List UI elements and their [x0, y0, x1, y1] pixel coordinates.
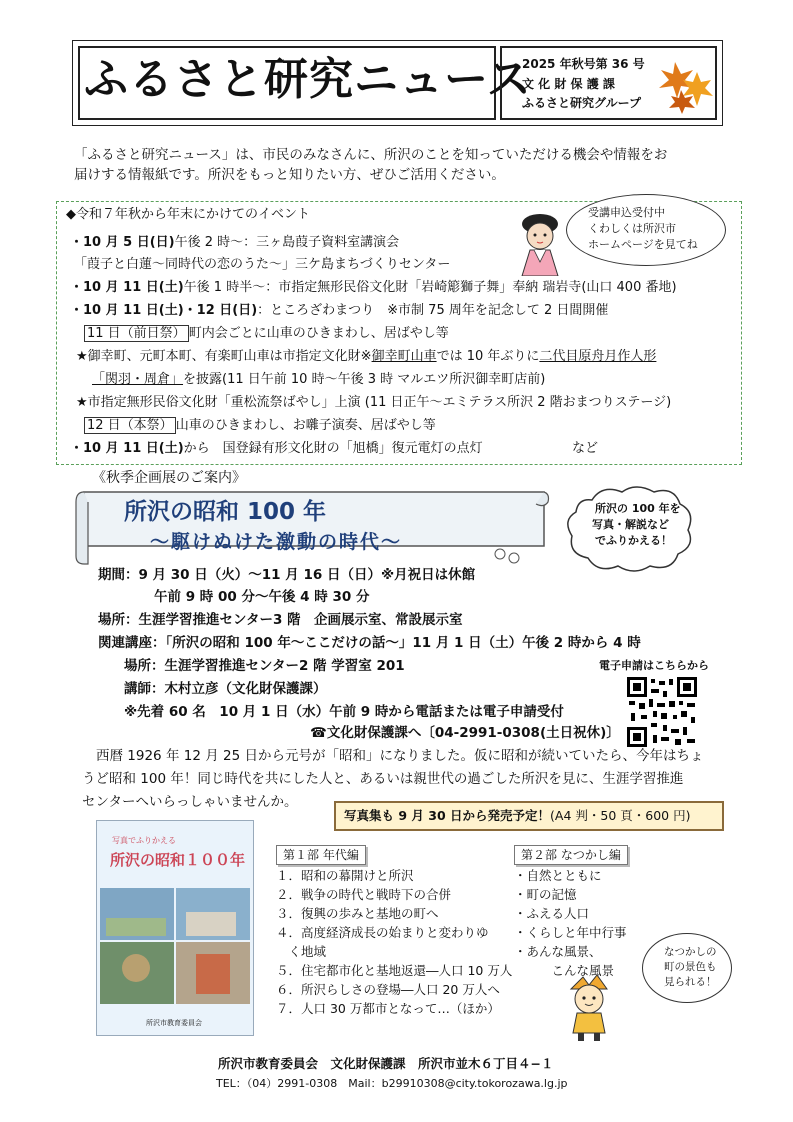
part-2-item: ・くらしと年中行事	[514, 925, 627, 940]
intro-line-2: 届けする情報紙です。所沢をもっと知りたい方、ぜひご活用ください。	[74, 167, 505, 183]
lecture-teacher: 講師：木村立彦（文化財保護課）	[124, 681, 327, 697]
exhibit-lecture: 関連講座：「所沢の昭和 100 年～ここだけの話～」11 月 1 日（土）午後 2 時から 4 時	[98, 635, 641, 651]
event-3: ・10 月 11 日(土)・12 日(日)：ところざわまつり ※市制 75 周年を記念して 2 日間開催	[70, 303, 609, 318]
part-1-item: ４．高度経済成長の始まりと変わりゆ	[276, 925, 489, 940]
lecture-phone: ☎文化財保護課へ〔04-2991-0308(土日祝休)〕	[310, 725, 620, 741]
exhibit-body-line-1: 西暦 1926 年 12 月 25 日から元号が「昭和」になりました。仮に昭和が続いていたら、今年はちょ	[96, 748, 704, 764]
nostalgia-bubble-line-3: 見られる！	[664, 976, 717, 988]
part-1-item: ７．人口 30 万都市となって…（ほか）	[276, 1001, 500, 1016]
event-3-star-1-line-2: 「関羽・周倉」を披露(11 日午前 10 時～午後 3 時 マルエツ所沢御幸町店前)	[92, 372, 546, 387]
issue-number: 2025 年秋号第 36 号	[522, 57, 645, 71]
event-4: ・10 月 11 日(土)から 国登録有形文化財の「旭橋」復元電灯の点灯	[70, 441, 483, 456]
nostalgia-bubble-line-2: 町の景色も	[664, 961, 717, 973]
part-2-item: こんな風景	[514, 963, 615, 978]
group-name: ふるさと研究グループ	[522, 96, 642, 110]
part-2-item: ・あんな風景、	[514, 944, 602, 959]
exhibit-hours: 午前 9 時 00 分～午後 4 時 30 分	[154, 589, 370, 605]
intro-line-1: 「ふるさと研究ニュース」は、市民のみなさんに、所沢のことを知っていただける機会や情報をお	[74, 147, 668, 163]
exhibit-subtitle: ～駆けぬけた激動の時代～	[150, 531, 403, 553]
event-4-etc: など	[572, 441, 599, 456]
part-1-heading: 第１部 年代編	[276, 845, 366, 865]
apply-bubble-line-2: くわしくは所沢市	[588, 222, 676, 235]
autumn-leaves-icon	[655, 52, 717, 116]
lecture-apply: ※先着 60 名 10 月 1 日（水）午前 9 時から電話または電子申請受付	[124, 704, 564, 720]
exhibit-section-title: 《秋季企画展のご案内》	[92, 470, 246, 486]
book-cover-small-title: 写真でふりかえる	[112, 836, 176, 845]
event-1: ・10 月 5 日(日)午後 2 時～：三ヶ島葭子資料室講演会	[70, 235, 400, 250]
qr-code-icon[interactable]	[627, 677, 697, 747]
part-1-item: く地域	[276, 944, 327, 959]
part-1-item: ５．住宅都市化と基地返還―人口 10 万人	[276, 963, 513, 978]
part-1-item: １．昭和の幕開けと所沢	[276, 868, 414, 883]
part-2-item: ・ふえる人口	[514, 906, 590, 921]
part-1-item: ３．復興の歩みと基地の町へ	[276, 906, 439, 921]
kimono-woman-icon	[512, 210, 568, 276]
department-name: 文 化 財 保 護 課	[522, 77, 615, 91]
part-2-item: ・自然とともに	[514, 868, 602, 883]
book-cover-photos	[100, 888, 250, 1006]
exhibit-body-line-3: センターへいらっしゃいませんか。	[82, 794, 298, 810]
event-1-detail: 「葭子と白蓮～同時代の恋のうた～」三ケ島まちづくりセンター	[74, 257, 451, 272]
part-1-item: ２．戦争の時代と戦時下の合併	[276, 887, 452, 902]
footer-address: 所沢市教育委員会 文化財保護課 所沢市並木６丁目４−１	[218, 1056, 554, 1071]
events-heading: ◆令和７年秋から年末にかけてのイベント	[66, 207, 310, 222]
exhibit-bubble-line-3: でふりかえる！	[595, 534, 672, 547]
part-2-heading: 第２部 なつかし編	[514, 845, 628, 865]
exhibit-bubble-line-2: 写真・解説など	[592, 518, 669, 531]
part-2-item: ・町の記憶	[514, 887, 577, 902]
qr-label: 電子申請はこちらから	[599, 659, 709, 672]
event-3-star-1: ★御幸町、元町本町、有楽町山車は市指定文化財※御幸町山車では 10 年ぶりに二代目原舟月作人形	[76, 349, 657, 364]
nostalgia-bubble-line-1: なつかしの	[664, 946, 717, 958]
apply-bubble-line-3: ホームページを見てね	[588, 238, 698, 251]
exhibit-place: 場所：生涯学習推進センター3 階 企画展示室、常設展示室	[98, 612, 463, 628]
exhibit-bubble-line-1: 所沢の 100 年を	[595, 502, 681, 515]
newsletter-title: ふるさと研究ニュース	[84, 54, 532, 105]
book-cover-title: 所沢の昭和１００年	[110, 851, 246, 869]
photo-book-note-text: 写真集も 9 月 30 日から発売予定！(A4 判・50 頁・600 円)	[344, 808, 691, 823]
part-1-item: ６．所沢らしさの登場―人口 20 万人へ	[276, 982, 500, 997]
event-3-star-2: ★市指定無形民俗文化財「重松流祭ばやし」上演 (11 日正午～エミテラス所沢 2 階おまつりステージ)	[76, 395, 672, 410]
footer-contact: TEL：（04）2991-0308 Mail：b29910308@city.tokorozawa.lg.jp	[216, 1077, 568, 1090]
mascot-character-icon	[563, 975, 615, 1043]
exhibit-period: 期間：9 月 30 日（火）～11 月 16 日（日）※月祝日は休館	[98, 567, 476, 583]
book-cover-publisher: 所沢市教育委員会	[146, 1019, 202, 1027]
event-3-day2: 12 日（本祭） 山車のひきまわし、お囃子演奏、居ばやし等	[84, 417, 436, 435]
exhibit-body-line-2: うど昭和 100 年！同じ時代を共にした人と、あるいは親世代の過ごした所沢を見に、生涯学習推進	[82, 771, 684, 787]
exhibit-title: 所沢の昭和 100 年	[124, 499, 327, 525]
event-3-day1: 11 日（前日祭） 町内会ごとに山車のひきまわし、居ばやし等	[84, 325, 449, 343]
apply-bubble-line-1: 受講申込受付中	[588, 206, 665, 219]
lecture-place: 場所：生涯学習推進センター2 階 学習室 201	[124, 658, 405, 674]
event-2: ・10 月 11 日(土)午後 1 時半～：市指定無形民俗文化財「岩崎簓獅子舞」奉納 瑞岩寺(山口 400 番地)	[70, 280, 677, 295]
